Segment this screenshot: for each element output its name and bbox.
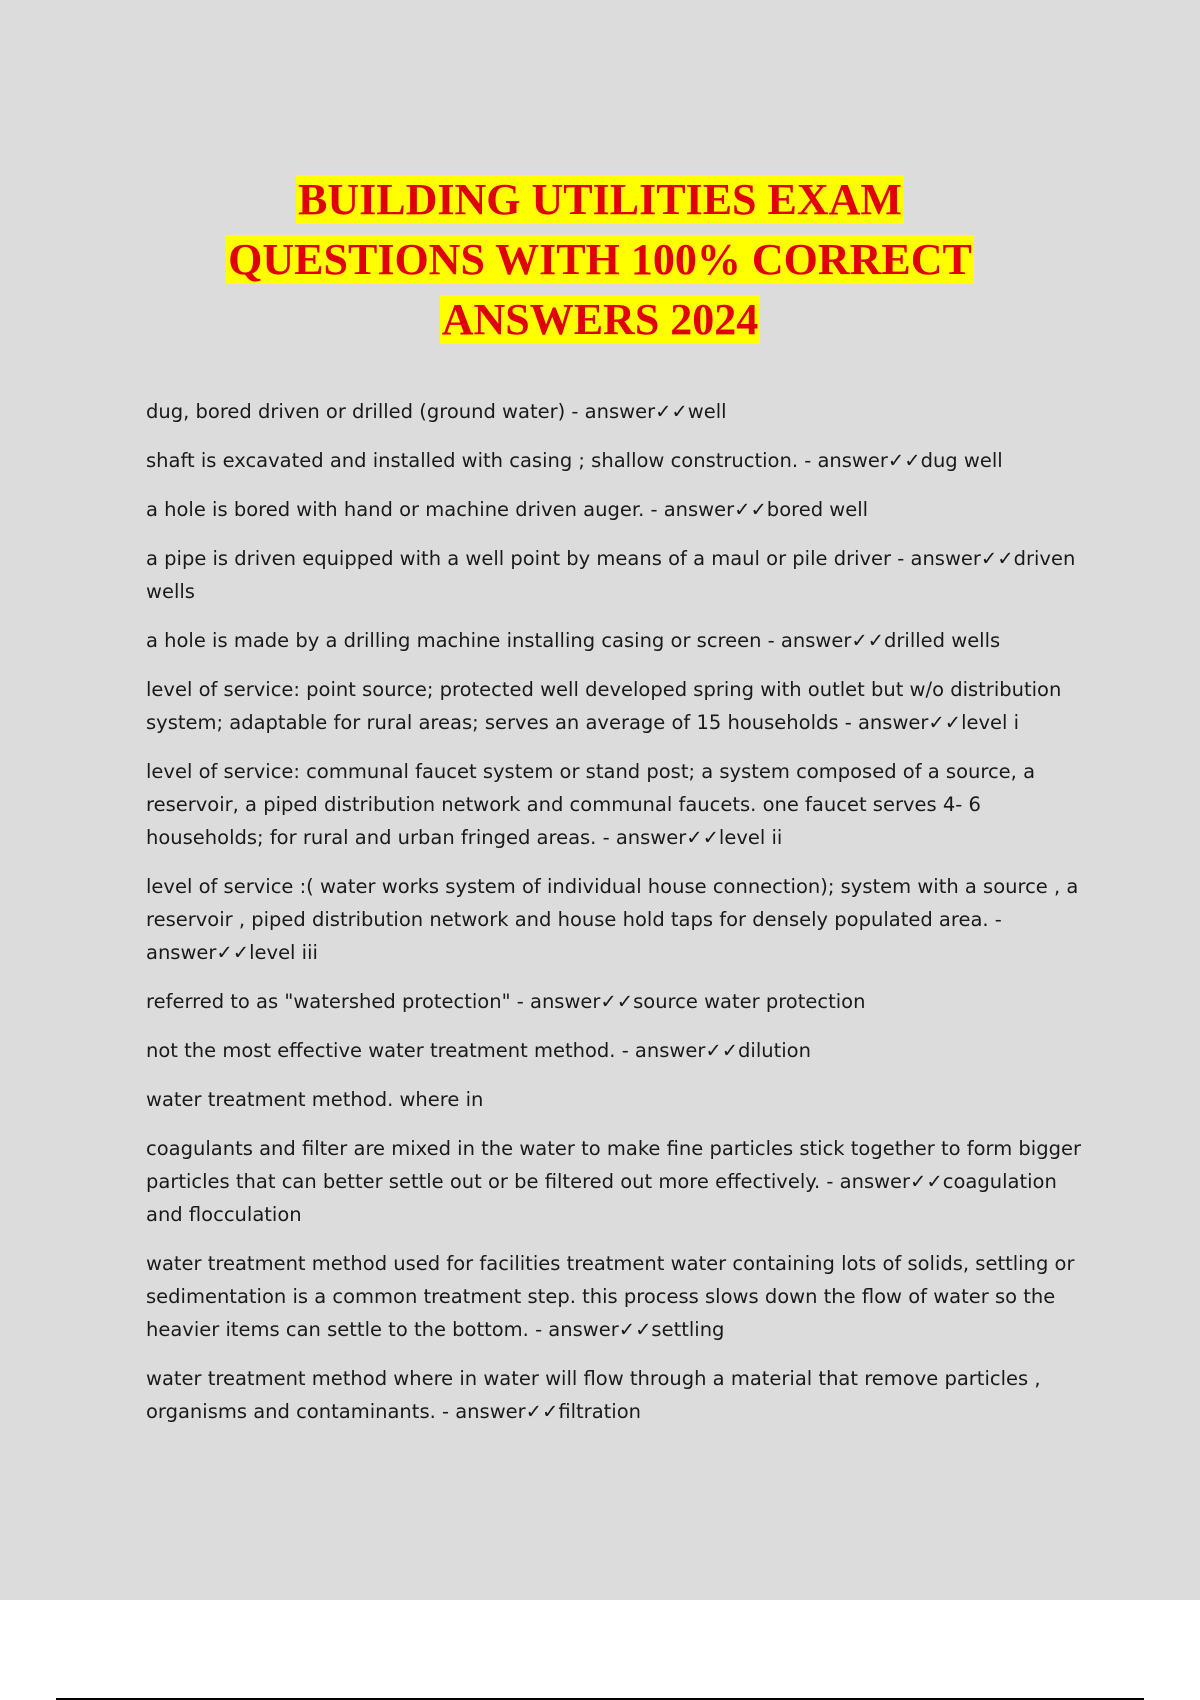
qa-entry: level of service :( water works system of individual house connection); system with a source , a reservoir , piped distribution network and house hold taps for densely populated area. - answer✓✓level iii: [146, 875, 1079, 964]
title-line: [0, 170, 1200, 230]
qa-entry: coagulants and filter are mixed in the water to make fine particles stick together to form bigger particles that can better settle out or be filtered out more effectively. - answer✓✓coagulation and flocculation: [146, 1137, 1081, 1226]
question-answer-list: [146, 395, 1086, 1444]
title-line: [0, 290, 1200, 350]
qa-entry: a pipe is driven equipped with a well point by means of a maul or pile driver - answer✓✓driven wells: [146, 547, 1076, 603]
qa-entry: water treatment method used for facilities treatment water containing lots of solids, settling or sedimentation is a common treatment step. this process slows down the flow of water so the heavier items can settle to the bottom. - answer✓✓settling: [146, 1252, 1075, 1341]
qa-entry: water treatment method. where in: [146, 1088, 484, 1111]
title-line-text: QUESTIONS WITH 100% CORRECT: [228, 235, 972, 284]
title-line: [0, 230, 1200, 290]
qa-entry: not the most effective water treatment method. - answer✓✓dilution: [146, 1039, 811, 1062]
qa-entry: dug, bored driven or drilled (ground water) - answer✓✓well: [146, 400, 727, 423]
qa-entry: a hole is made by a drilling machine installing casing or screen - answer✓✓drilled wells: [146, 629, 1001, 652]
qa-entry: referred to as "watershed protection" - answer✓✓source water protection: [146, 990, 866, 1013]
qa-entry: level of service: point source; protected well developed spring with outlet but w/o distribution system; adaptable for rural areas; serves an average of 15 households - answer✓✓level i: [146, 678, 1062, 734]
title-line-text: BUILDING UTILITIES EXAM: [298, 175, 902, 224]
qa-entry: level of service: communal faucet system or stand post; a system composed of a source, a reservoir, a piped distribution network and communal faucets. one faucet serves 4- 6 households; for rural and urban fringed areas. - answer✓✓level ii: [146, 760, 1036, 849]
qa-entry: water treatment method where in water will flow through a material that remove particles , organisms and contaminants. - answer✓✓filtration: [146, 1367, 1041, 1423]
title-line-text: ANSWERS 2024: [441, 295, 759, 344]
document-title: [0, 170, 1200, 350]
qa-entry: shaft is excavated and installed with casing ; shallow construction. - answer✓✓dug well: [146, 449, 1003, 472]
qa-entry: a hole is bored with hand or machine driven auger. - answer✓✓bored well: [146, 498, 869, 521]
